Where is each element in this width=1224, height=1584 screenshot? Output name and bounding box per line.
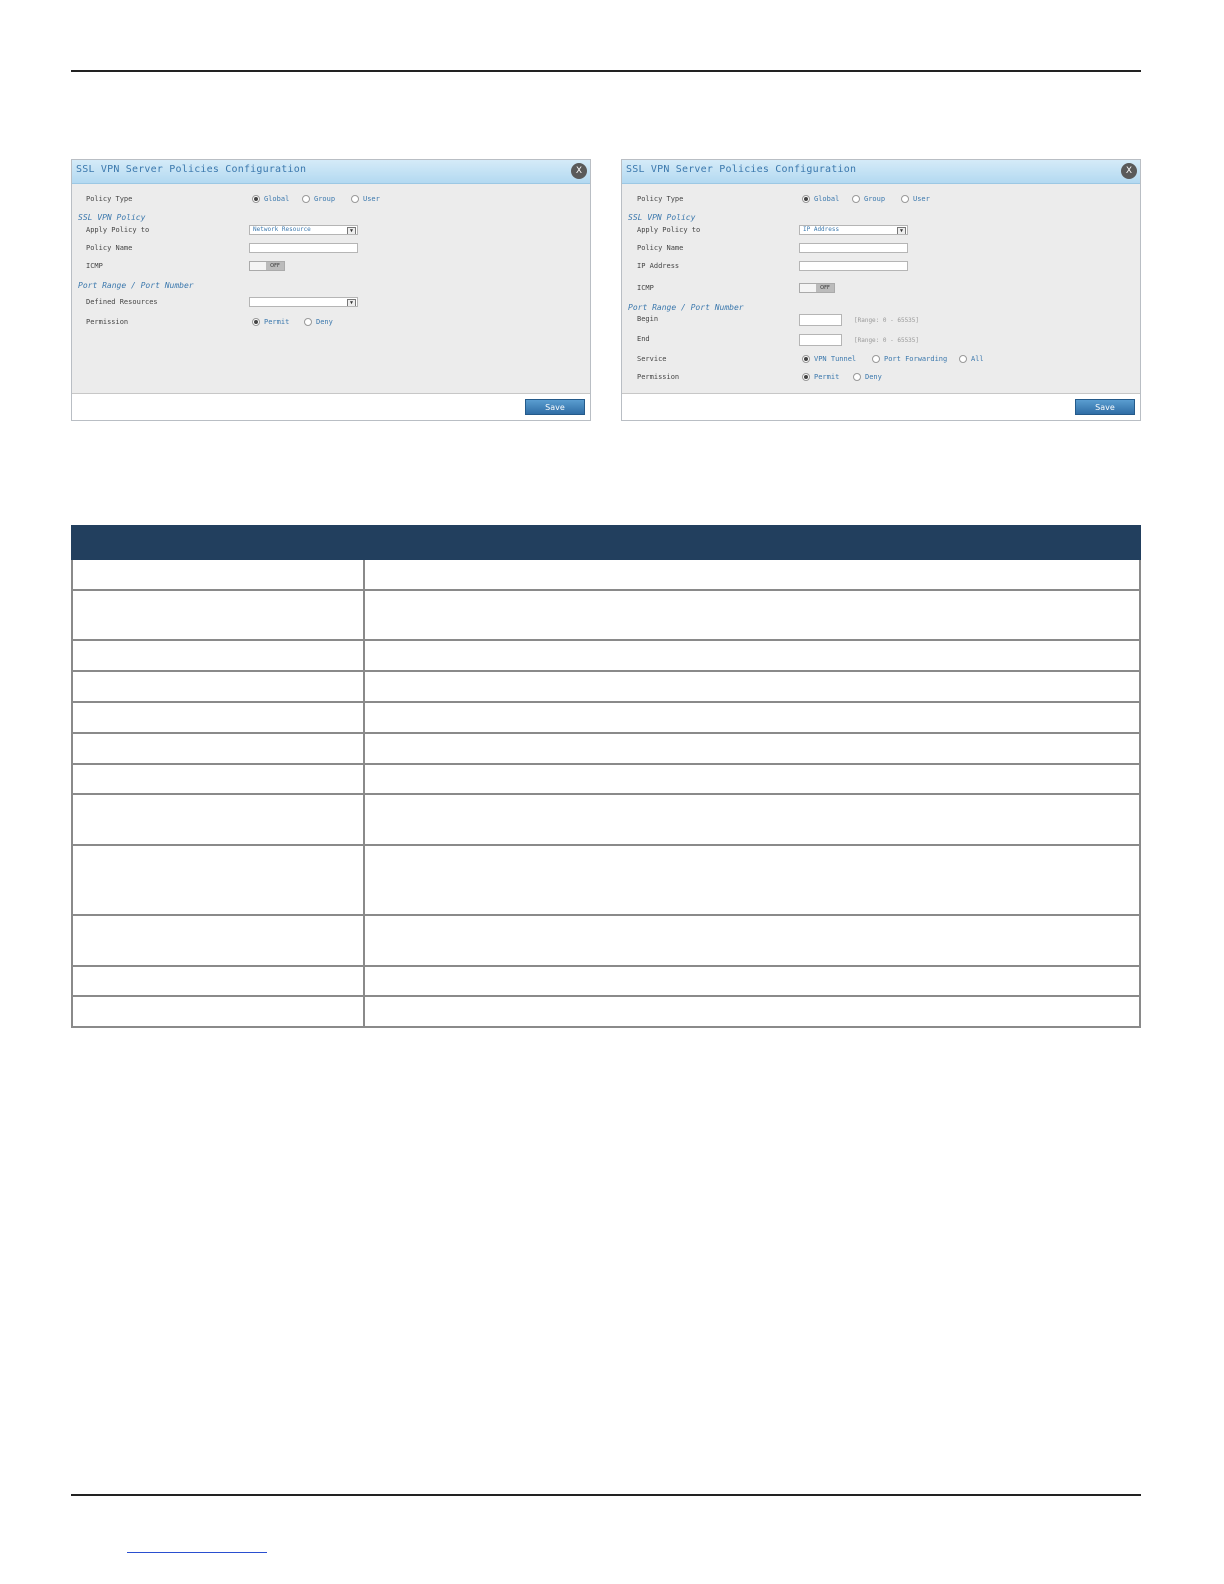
table-row	[72, 996, 1140, 1027]
radio-global-label: Global	[814, 195, 840, 203]
table-cell	[364, 845, 1140, 915]
chevron-down-icon[interactable]: ▼	[347, 299, 356, 307]
begin-label: Begin	[637, 315, 659, 323]
section-port-range: Port Range / Port Number	[628, 303, 744, 312]
policy-dialog-ip-address	[621, 159, 1141, 421]
radio-group[interactable]	[852, 195, 860, 203]
ip-address-label: IP Address	[637, 262, 680, 270]
radio-group[interactable]	[302, 195, 310, 203]
radio-all-label: All	[971, 355, 984, 363]
radio-permit-label: Permit	[264, 318, 290, 326]
permission-label: Permission	[637, 373, 680, 381]
permission-label: Permission	[86, 318, 129, 326]
table-row	[72, 845, 1140, 915]
dialog-header	[72, 160, 590, 184]
radio-user[interactable]	[351, 195, 359, 203]
apply-policy-value: IP Address	[803, 226, 840, 233]
radio-vpn-tunnel[interactable]	[802, 355, 810, 363]
table-row	[72, 702, 1140, 733]
radio-all[interactable]	[959, 355, 967, 363]
dialog-footer	[622, 393, 1140, 420]
radio-deny-label: Deny	[316, 318, 333, 326]
radio-permit[interactable]	[252, 318, 260, 326]
table-row	[72, 966, 1140, 996]
icmp-label: ICMP	[86, 262, 103, 270]
table-cell	[72, 996, 364, 1027]
chevron-down-icon[interactable]: ▼	[897, 227, 906, 235]
policy-name-input[interactable]	[799, 243, 908, 253]
radio-deny[interactable]	[304, 318, 312, 326]
table-cell	[72, 764, 364, 794]
radio-global-label: Global	[264, 195, 290, 203]
save-button[interactable]: Save	[1075, 399, 1135, 415]
table-row	[72, 590, 1140, 640]
apply-policy-value: Network Resource	[253, 226, 311, 233]
table-cell	[364, 590, 1140, 640]
table-cell	[364, 764, 1140, 794]
table-cell	[364, 702, 1140, 733]
icmp-toggle[interactable]	[249, 261, 285, 271]
radio-user[interactable]	[901, 195, 909, 203]
table-cell	[72, 794, 364, 845]
table-cell	[72, 966, 364, 996]
section-port-range: Port Range / Port Number	[78, 281, 194, 290]
radio-global[interactable]	[802, 195, 810, 203]
table-cell	[364, 996, 1140, 1027]
table-cell	[364, 671, 1140, 702]
radio-user-label: User	[363, 195, 380, 203]
apply-policy-select[interactable]	[799, 225, 908, 235]
table-cell	[72, 590, 364, 640]
icmp-label: ICMP	[637, 284, 654, 292]
policy-type-label: Policy Type	[637, 195, 684, 203]
table-cell	[72, 640, 364, 671]
section-ssl-vpn-policy: SSL VPN Policy	[78, 213, 146, 222]
table-cell	[72, 702, 364, 733]
radio-deny[interactable]	[853, 373, 861, 381]
policy-name-label: Policy Name	[86, 244, 133, 252]
table-cell	[364, 733, 1140, 764]
radio-port-forwarding-label: Port Forwarding	[884, 355, 948, 363]
defined-resources-select[interactable]	[249, 297, 358, 307]
end-range-hint: [Range: 0 - 65535]	[854, 337, 920, 344]
table-row	[72, 915, 1140, 966]
close-icon[interactable]: X	[1121, 163, 1137, 179]
bottom-rule	[71, 1494, 1141, 1496]
icmp-toggle[interactable]	[799, 283, 835, 293]
radio-group-label: Group	[864, 195, 886, 203]
table-header-row	[72, 526, 1140, 559]
table-row	[72, 733, 1140, 764]
policy-name-label: Policy Name	[637, 244, 684, 252]
table-row	[72, 559, 1140, 590]
table-cell	[364, 966, 1140, 996]
table-cell	[364, 640, 1140, 671]
apply-policy-label: Apply Policy to	[637, 226, 701, 234]
policy-dialog-network-resource	[71, 159, 591, 421]
radio-port-forwarding[interactable]	[872, 355, 880, 363]
icmp-toggle-state: OFF	[816, 284, 834, 292]
ip-address-input[interactable]	[799, 261, 908, 271]
table-row	[72, 764, 1140, 794]
radio-permit[interactable]	[802, 373, 810, 381]
dialog-title: SSL VPN Server Policies Configuration	[626, 164, 857, 175]
radio-user-label: User	[913, 195, 930, 203]
begin-range-hint: [Range: 0 - 65535]	[854, 317, 920, 324]
table-header-field	[72, 526, 364, 559]
dialog-title: SSL VPN Server Policies Configuration	[76, 164, 307, 175]
table-cell	[72, 845, 364, 915]
apply-policy-label: Apply Policy to	[86, 226, 150, 234]
table-cell	[72, 559, 364, 590]
table-cell	[72, 671, 364, 702]
icmp-toggle-state: OFF	[266, 262, 284, 270]
apply-policy-select[interactable]	[249, 225, 358, 235]
radio-deny-label: Deny	[865, 373, 882, 381]
top-rule	[71, 70, 1141, 72]
table-row	[72, 640, 1140, 671]
table-cell	[364, 794, 1140, 845]
close-icon[interactable]: X	[571, 163, 587, 179]
parameters-table	[71, 525, 1141, 1028]
dialog-header	[622, 160, 1140, 184]
table-row	[72, 794, 1140, 845]
radio-global[interactable]	[252, 195, 260, 203]
table-row	[72, 671, 1140, 702]
end-port-input[interactable]	[799, 334, 842, 346]
radio-permit-label: Permit	[814, 373, 840, 381]
table-cell	[72, 733, 364, 764]
end-label: End	[637, 335, 650, 343]
defined-resources-label: Defined Resources	[86, 298, 158, 306]
table-cell	[364, 915, 1140, 966]
footer-link-underline[interactable]	[127, 1552, 267, 1553]
begin-port-input[interactable]	[799, 314, 842, 326]
dialog-footer	[72, 393, 590, 420]
service-label: Service	[637, 355, 667, 363]
section-ssl-vpn-policy: SSL VPN Policy	[628, 213, 696, 222]
chevron-down-icon[interactable]: ▼	[347, 227, 356, 235]
save-button[interactable]: Save	[525, 399, 585, 415]
table-cell	[364, 559, 1140, 590]
policy-name-input[interactable]	[249, 243, 358, 253]
policy-type-label: Policy Type	[86, 195, 133, 203]
radio-group-label: Group	[314, 195, 336, 203]
radio-vpn-tunnel-label: VPN Tunnel	[814, 355, 857, 363]
table-header-description	[364, 526, 1140, 559]
table-cell	[72, 915, 364, 966]
